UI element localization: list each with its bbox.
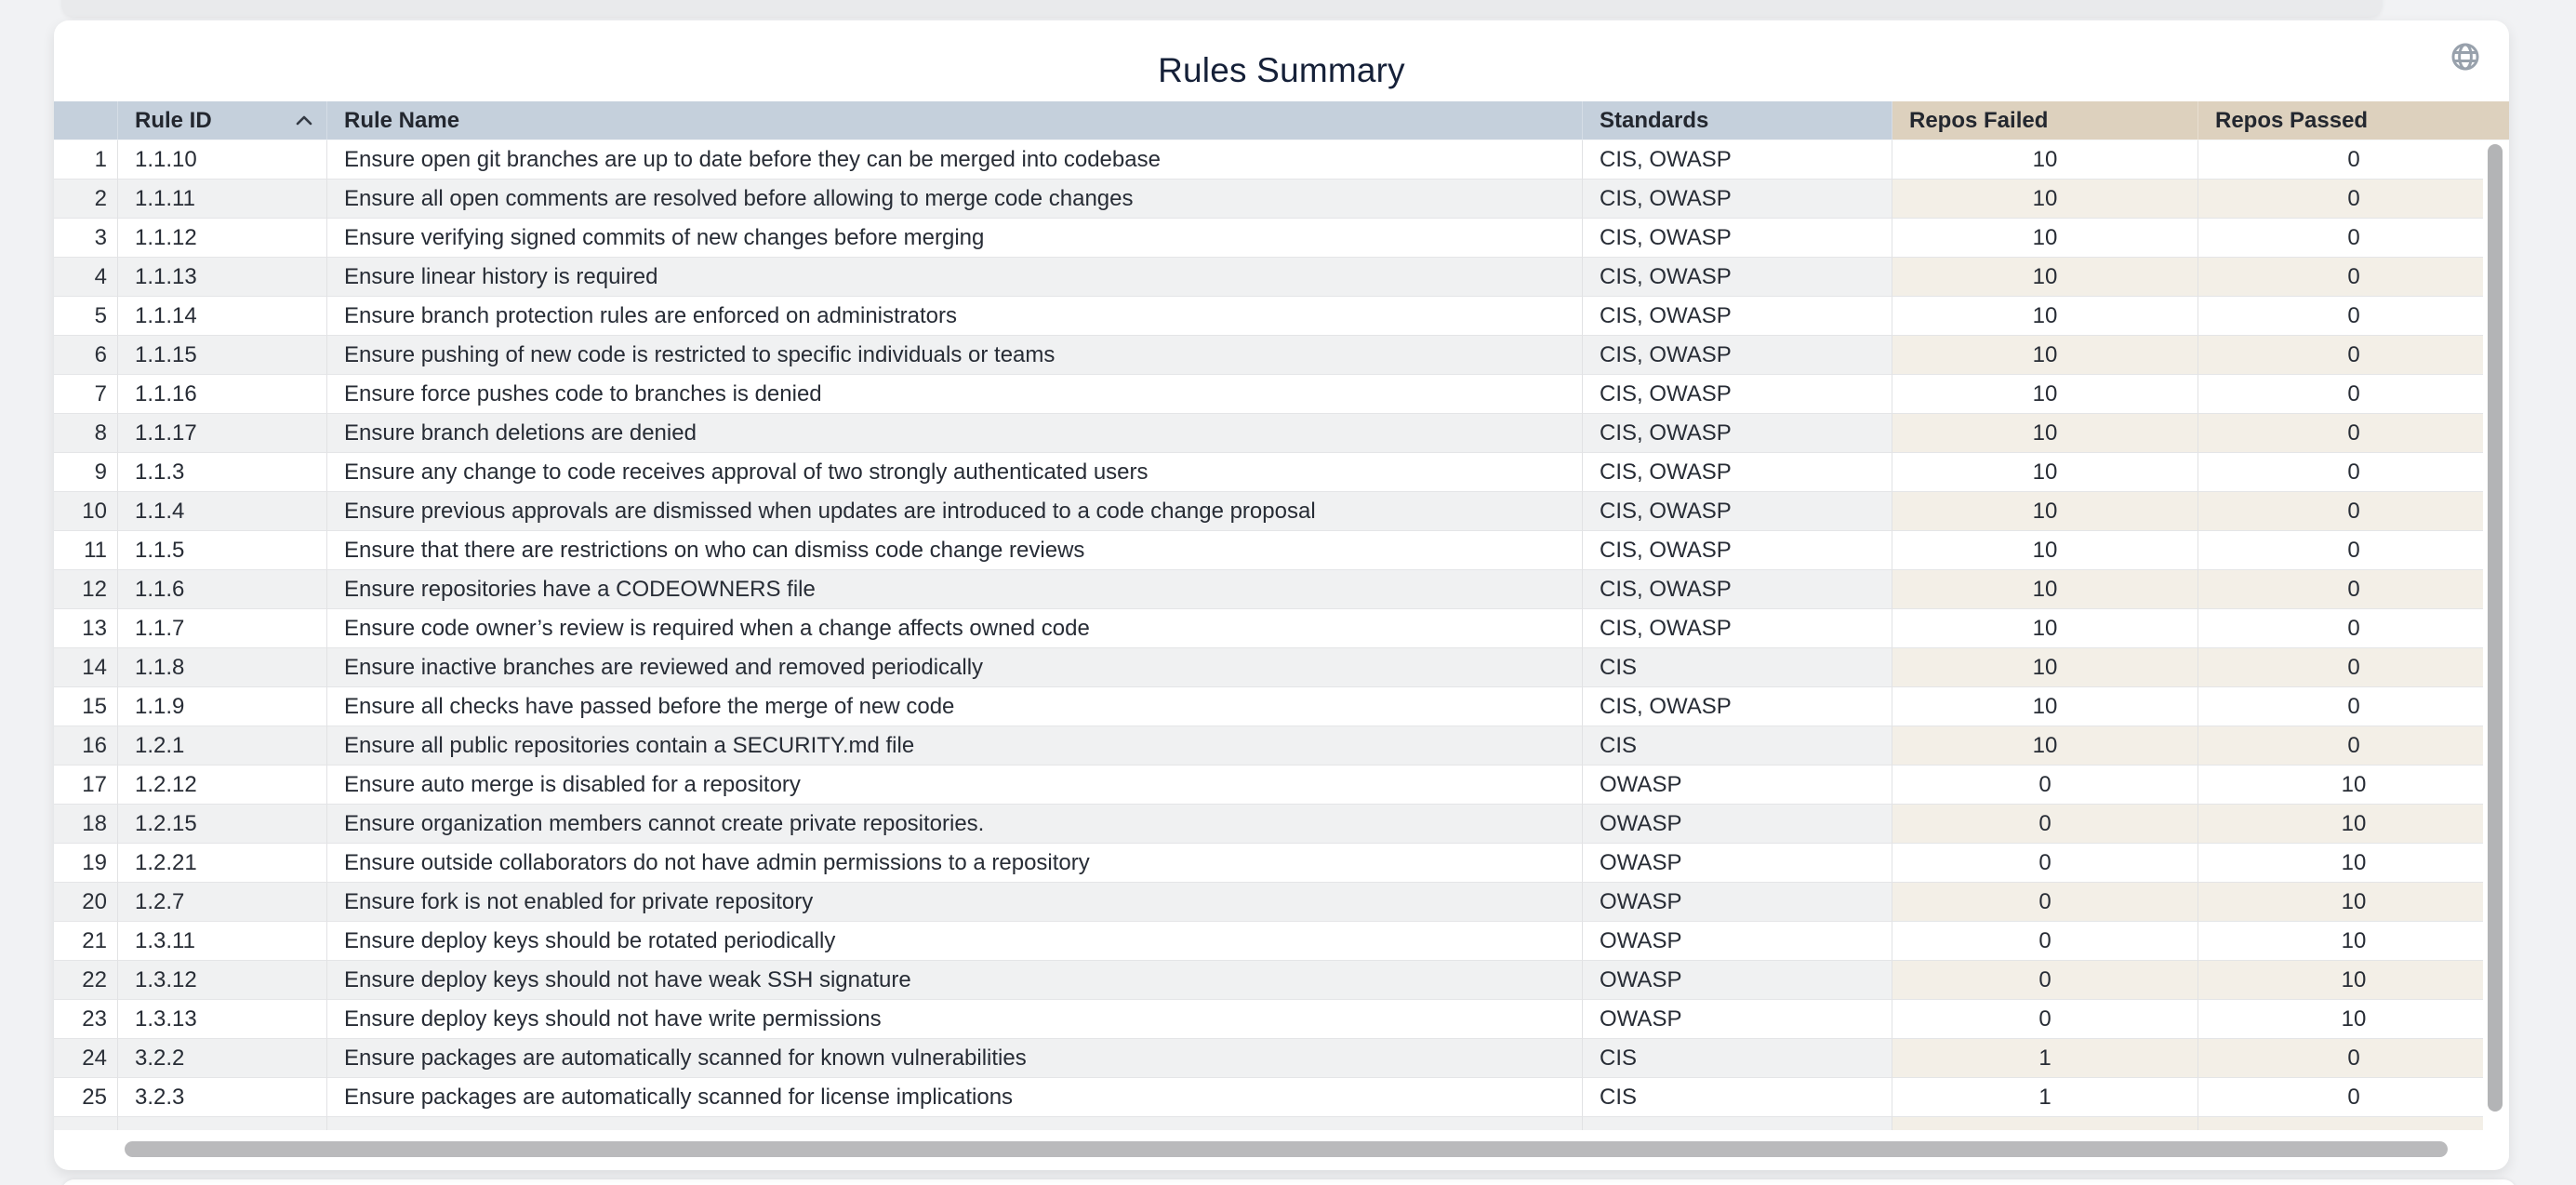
cell-standards: CIS, OWASP bbox=[1583, 258, 1892, 297]
table-row[interactable] bbox=[54, 1000, 2509, 1039]
vertical-scrollbar-track[interactable] bbox=[2483, 140, 2509, 1143]
cell-rule-name: Ensure previous approvals are dismissed when updates are introduced to a code change proposal bbox=[327, 492, 1583, 531]
cell-row-number: 1 bbox=[54, 140, 118, 180]
cell-standards: CIS, OWASP bbox=[1583, 336, 1892, 375]
cell-rule-id: 1.1.13 bbox=[118, 258, 327, 297]
cell-repos-passed: 0 bbox=[2198, 1078, 2509, 1117]
cell-rule-name bbox=[327, 1117, 1583, 1130]
cell-rule-name: Ensure fork is not enabled for private repository bbox=[327, 883, 1583, 922]
cell-rule-id: 1.3.11 bbox=[118, 922, 327, 961]
table-row[interactable] bbox=[54, 609, 2509, 648]
cell-rule-id: 1.2.12 bbox=[118, 766, 327, 805]
cell-repos-passed: 0 bbox=[2198, 258, 2509, 297]
cell-row-number: 11 bbox=[54, 531, 118, 570]
cell-standards: OWASP bbox=[1583, 1000, 1892, 1039]
cell-rule-name: Ensure verifying signed commits of new changes before merging bbox=[327, 219, 1583, 258]
cell-repos-passed: 0 bbox=[2198, 570, 2509, 609]
cell-repos-passed: 0 bbox=[2198, 414, 2509, 453]
cell-standards: CIS, OWASP bbox=[1583, 609, 1892, 648]
horizontal-scrollbar-thumb[interactable] bbox=[125, 1141, 2448, 1157]
table-row[interactable] bbox=[54, 375, 2509, 414]
table-row[interactable] bbox=[54, 883, 2509, 922]
cell-repos-failed: 10 bbox=[1892, 336, 2198, 375]
cell-rule-name: Ensure branch deletions are denied bbox=[327, 414, 1583, 453]
cell-rule-id: 1.1.7 bbox=[118, 609, 327, 648]
sort-ascending-icon[interactable] bbox=[295, 114, 313, 126]
cell-repos-failed: 10 bbox=[1892, 453, 2198, 492]
cell-standards: CIS, OWASP bbox=[1583, 687, 1892, 726]
cell-repos-failed: 0 bbox=[1892, 805, 2198, 844]
cell-repos-failed: 10 bbox=[1892, 258, 2198, 297]
card-below-sliver bbox=[61, 1179, 2516, 1185]
cell-repos-passed: 0 bbox=[2198, 687, 2509, 726]
cell-repos-passed: 0 bbox=[2198, 492, 2509, 531]
cell-rule-id: 1.1.16 bbox=[118, 375, 327, 414]
cell-rule-name: Ensure force pushes code to branches is denied bbox=[327, 375, 1583, 414]
cell-rule-id: 1.1.12 bbox=[118, 219, 327, 258]
cell-rule-id: 1.1.10 bbox=[118, 140, 327, 180]
cell-repos-failed: 1 bbox=[1892, 1039, 2198, 1078]
table-row[interactable] bbox=[54, 961, 2509, 1000]
table-row[interactable] bbox=[54, 258, 2509, 297]
cell-repos-failed: 10 bbox=[1892, 180, 2198, 219]
cell-rule-id: 1.3.12 bbox=[118, 961, 327, 1000]
cell-standards: CIS, OWASP bbox=[1583, 140, 1892, 180]
cell-rule-id: 1.1.4 bbox=[118, 492, 327, 531]
table-row[interactable] bbox=[54, 1078, 2509, 1117]
cell-rule-id: 1.2.21 bbox=[118, 844, 327, 883]
table-row[interactable] bbox=[54, 844, 2509, 883]
cell-rule-id: 3.2.3 bbox=[118, 1078, 327, 1117]
cell-rule-id: 1.1.3 bbox=[118, 453, 327, 492]
cell-row-number: 19 bbox=[54, 844, 118, 883]
cell-rule-name: Ensure open git branches are up to date before they can be merged into codebase bbox=[327, 140, 1583, 180]
cell-repos-failed: 10 bbox=[1892, 726, 2198, 766]
cell-repos-failed: 0 bbox=[1892, 922, 2198, 961]
cell-repos-passed: 0 bbox=[2198, 453, 2509, 492]
cell-repos-passed: 0 bbox=[2198, 726, 2509, 766]
cell-rule-name: Ensure auto merge is disabled for a repository bbox=[327, 766, 1583, 805]
cell-standards: CIS, OWASP bbox=[1583, 531, 1892, 570]
cell-repos-passed: 10 bbox=[2198, 922, 2509, 961]
table-row[interactable] bbox=[54, 297, 2509, 336]
cell-repos-passed: 10 bbox=[2198, 883, 2509, 922]
cell-rule-id: 1.1.15 bbox=[118, 336, 327, 375]
cell-rule-name: Ensure branch protection rules are enforced on administrators bbox=[327, 297, 1583, 336]
cell-rule-name: Ensure deploy keys should be rotated periodically bbox=[327, 922, 1583, 961]
cell-repos-failed: 10 bbox=[1892, 687, 2198, 726]
cell-rule-id: 1.2.15 bbox=[118, 805, 327, 844]
cell-standards: CIS, OWASP bbox=[1583, 375, 1892, 414]
vertical-scrollbar-thumb[interactable] bbox=[2488, 144, 2503, 1112]
cell-repos-passed: 0 bbox=[2198, 375, 2509, 414]
cell-rule-id: 1.2.1 bbox=[118, 726, 327, 766]
column-header-repos-failed[interactable]: Repos Failed bbox=[1892, 101, 2198, 140]
cell-row-number: 9 bbox=[54, 453, 118, 492]
cell-row-number: 7 bbox=[54, 375, 118, 414]
cell-standards: OWASP bbox=[1583, 883, 1892, 922]
column-header-repos-passed[interactable]: Repos Passed bbox=[2198, 101, 2509, 140]
cell-row-number: 5 bbox=[54, 297, 118, 336]
cell-repos-failed: 10 bbox=[1892, 570, 2198, 609]
cell-repos-passed: 10 bbox=[2198, 766, 2509, 805]
cell-repos-failed: 10 bbox=[1892, 414, 2198, 453]
cell-repos-failed: 1 bbox=[1892, 1078, 2198, 1117]
cell-standards: OWASP bbox=[1583, 961, 1892, 1000]
table-row[interactable] bbox=[54, 805, 2509, 844]
cell-repos-passed: 10 bbox=[2198, 844, 2509, 883]
cell-rule-name: Ensure linear history is required bbox=[327, 258, 1583, 297]
cell-rule-id: 3.2.2 bbox=[118, 1039, 327, 1078]
cell-standards: OWASP bbox=[1583, 805, 1892, 844]
cell-standards: CIS, OWASP bbox=[1583, 297, 1892, 336]
table-row[interactable] bbox=[54, 766, 2509, 805]
cell-row-number: 18 bbox=[54, 805, 118, 844]
cell-rule-name: Ensure code owner’s review is required when a change affects owned code bbox=[327, 609, 1583, 648]
cell-rule-name: Ensure deploy keys should not have weak SSH signature bbox=[327, 961, 1583, 1000]
card-above-sliver bbox=[61, 0, 2383, 17]
cell-row-number: 4 bbox=[54, 258, 118, 297]
cell-standards: CIS, OWASP bbox=[1583, 219, 1892, 258]
cell-rule-name: Ensure any change to code receives approval of two strongly authenticated users bbox=[327, 453, 1583, 492]
column-header-rule-id-label: Rule ID bbox=[135, 107, 212, 133]
cell-repos-failed: 10 bbox=[1892, 492, 2198, 531]
cell-rule-name: Ensure repositories have a CODEOWNERS file bbox=[327, 570, 1583, 609]
cell-rule-id: 1.1.8 bbox=[118, 648, 327, 687]
cell-rule-id: 1.1.9 bbox=[118, 687, 327, 726]
cell-rule-name: Ensure pushing of new code is restricted to specific individuals or teams bbox=[327, 336, 1583, 375]
rules-summary-card bbox=[54, 20, 2509, 1170]
cell-repos-passed: 0 bbox=[2198, 140, 2509, 180]
cell-row-number: 25 bbox=[54, 1078, 118, 1117]
cell-standards: CIS bbox=[1583, 1078, 1892, 1117]
table-body bbox=[54, 140, 2509, 1130]
cell-rule-name: Ensure inactive branches are reviewed and removed periodically bbox=[327, 648, 1583, 687]
cell-repos-passed bbox=[2198, 1117, 2509, 1130]
cell-standards: OWASP bbox=[1583, 922, 1892, 961]
cell-standards: OWASP bbox=[1583, 844, 1892, 883]
cell-rule-id: 1.1.5 bbox=[118, 531, 327, 570]
cell-row-number: 8 bbox=[54, 414, 118, 453]
table-row[interactable] bbox=[54, 414, 2509, 453]
cell-repos-passed: 0 bbox=[2198, 609, 2509, 648]
cell-repos-passed: 0 bbox=[2198, 297, 2509, 336]
cell-row-number: 22 bbox=[54, 961, 118, 1000]
cell-repos-passed: 0 bbox=[2198, 219, 2509, 258]
cell-standards: OWASP bbox=[1583, 766, 1892, 805]
cell-rule-name: Ensure packages are automatically scanned for license implications bbox=[327, 1078, 1583, 1117]
cell-row-number: 21 bbox=[54, 922, 118, 961]
cell-rule-name: Ensure all public repositories contain a SECURITY.md file bbox=[327, 726, 1583, 766]
table-row[interactable] bbox=[54, 726, 2509, 766]
table-row[interactable] bbox=[54, 492, 2509, 531]
table-row[interactable] bbox=[54, 140, 2509, 180]
cell-repos-failed: 10 bbox=[1892, 297, 2198, 336]
table-row[interactable] bbox=[54, 453, 2509, 492]
cell-repos-passed: 0 bbox=[2198, 180, 2509, 219]
cell-repos-failed: 0 bbox=[1892, 883, 2198, 922]
cell-rule-name: Ensure all checks have passed before the merge of new code bbox=[327, 687, 1583, 726]
horizontal-scrollbar-track[interactable] bbox=[118, 1135, 2509, 1163]
cell-repos-passed: 10 bbox=[2198, 961, 2509, 1000]
column-header-rule-name[interactable]: Rule Name bbox=[327, 101, 1583, 140]
cell-row-number: 12 bbox=[54, 570, 118, 609]
table-row[interactable] bbox=[54, 336, 2509, 375]
cell-row-number: 13 bbox=[54, 609, 118, 648]
cell-row-number: 20 bbox=[54, 883, 118, 922]
column-header-standards[interactable]: Standards bbox=[1583, 101, 1892, 140]
page-title: Rules Summary bbox=[1158, 51, 1405, 89]
cell-repos-failed: 10 bbox=[1892, 531, 2198, 570]
cell-rule-id: 1.1.6 bbox=[118, 570, 327, 609]
table-row[interactable] bbox=[54, 180, 2509, 219]
cell-repos-passed: 0 bbox=[2198, 531, 2509, 570]
cell-repos-passed: 10 bbox=[2198, 805, 2509, 844]
cell-row-number: 16 bbox=[54, 726, 118, 766]
cell-rule-name: Ensure all open comments are resolved before allowing to merge code changes bbox=[327, 180, 1583, 219]
cell-standards: CIS bbox=[1583, 648, 1892, 687]
cell-rule-name: Ensure outside collaborators do not have admin permissions to a repository bbox=[327, 844, 1583, 883]
globe-icon[interactable] bbox=[2450, 41, 2481, 73]
cell-repos-failed: 10 bbox=[1892, 648, 2198, 687]
cell-standards: CIS, OWASP bbox=[1583, 492, 1892, 531]
table-header-row bbox=[54, 101, 2509, 140]
cell-standards: CIS, OWASP bbox=[1583, 414, 1892, 453]
cell-row-number: 3 bbox=[54, 219, 118, 258]
cell-rule-name: Ensure organization members cannot create private repositories. bbox=[327, 805, 1583, 844]
table-row[interactable] bbox=[54, 219, 2509, 258]
cell-rule-id: 1.1.17 bbox=[118, 414, 327, 453]
cell-rule-id: 1.1.14 bbox=[118, 297, 327, 336]
cell-row-number: 6 bbox=[54, 336, 118, 375]
cell-row-number: 15 bbox=[54, 687, 118, 726]
table-row[interactable] bbox=[54, 531, 2509, 570]
cell-rule-name: Ensure packages are automatically scanned for known vulnerabilities bbox=[327, 1039, 1583, 1078]
cell-standards: CIS, OWASP bbox=[1583, 570, 1892, 609]
rules-table bbox=[54, 101, 2509, 1130]
cell-repos-failed: 0 bbox=[1892, 844, 2198, 883]
cell-repos-passed: 0 bbox=[2198, 336, 2509, 375]
table-row-partial[interactable] bbox=[54, 1117, 2509, 1130]
cell-row-number: 14 bbox=[54, 648, 118, 687]
cell-repos-failed: 0 bbox=[1892, 961, 2198, 1000]
cell-repos-failed: 10 bbox=[1892, 375, 2198, 414]
table-row[interactable] bbox=[54, 570, 2509, 609]
cell-rule-id: 1.1.11 bbox=[118, 180, 327, 219]
cell-standards: CIS, OWASP bbox=[1583, 180, 1892, 219]
cell-repos-failed: 10 bbox=[1892, 219, 2198, 258]
cell-row-number: 2 bbox=[54, 180, 118, 219]
table-row[interactable] bbox=[54, 922, 2509, 961]
cell-repos-failed: 0 bbox=[1892, 1000, 2198, 1039]
table-row[interactable] bbox=[54, 648, 2509, 687]
cell-standards: CIS, OWASP bbox=[1583, 453, 1892, 492]
cell-rule-id: 1.2.7 bbox=[118, 883, 327, 922]
cell-repos-failed: 0 bbox=[1892, 766, 2198, 805]
table-row[interactable] bbox=[54, 1039, 2509, 1078]
cell-repos-passed: 0 bbox=[2198, 648, 2509, 687]
table-row[interactable] bbox=[54, 687, 2509, 726]
cell-repos-passed: 10 bbox=[2198, 1000, 2509, 1039]
cell-repos-failed bbox=[1892, 1117, 2198, 1130]
cell-row-number bbox=[54, 1117, 118, 1130]
cell-rule-name: Ensure that there are restrictions on who can dismiss code change reviews bbox=[327, 531, 1583, 570]
cell-rule-id bbox=[118, 1117, 327, 1130]
cell-rule-name: Ensure deploy keys should not have write permissions bbox=[327, 1000, 1583, 1039]
cell-row-number: 23 bbox=[54, 1000, 118, 1039]
cell-standards bbox=[1583, 1117, 1892, 1130]
column-header-rule-id[interactable] bbox=[118, 101, 327, 140]
cell-repos-failed: 10 bbox=[1892, 609, 2198, 648]
column-header-row-number bbox=[54, 101, 118, 140]
cell-row-number: 10 bbox=[54, 492, 118, 531]
cell-standards: CIS bbox=[1583, 726, 1892, 766]
cell-repos-failed: 10 bbox=[1892, 140, 2198, 180]
cell-row-number: 24 bbox=[54, 1039, 118, 1078]
cell-repos-passed: 0 bbox=[2198, 1039, 2509, 1078]
cell-row-number: 17 bbox=[54, 766, 118, 805]
cell-rule-id: 1.3.13 bbox=[118, 1000, 327, 1039]
cell-standards: CIS bbox=[1583, 1039, 1892, 1078]
